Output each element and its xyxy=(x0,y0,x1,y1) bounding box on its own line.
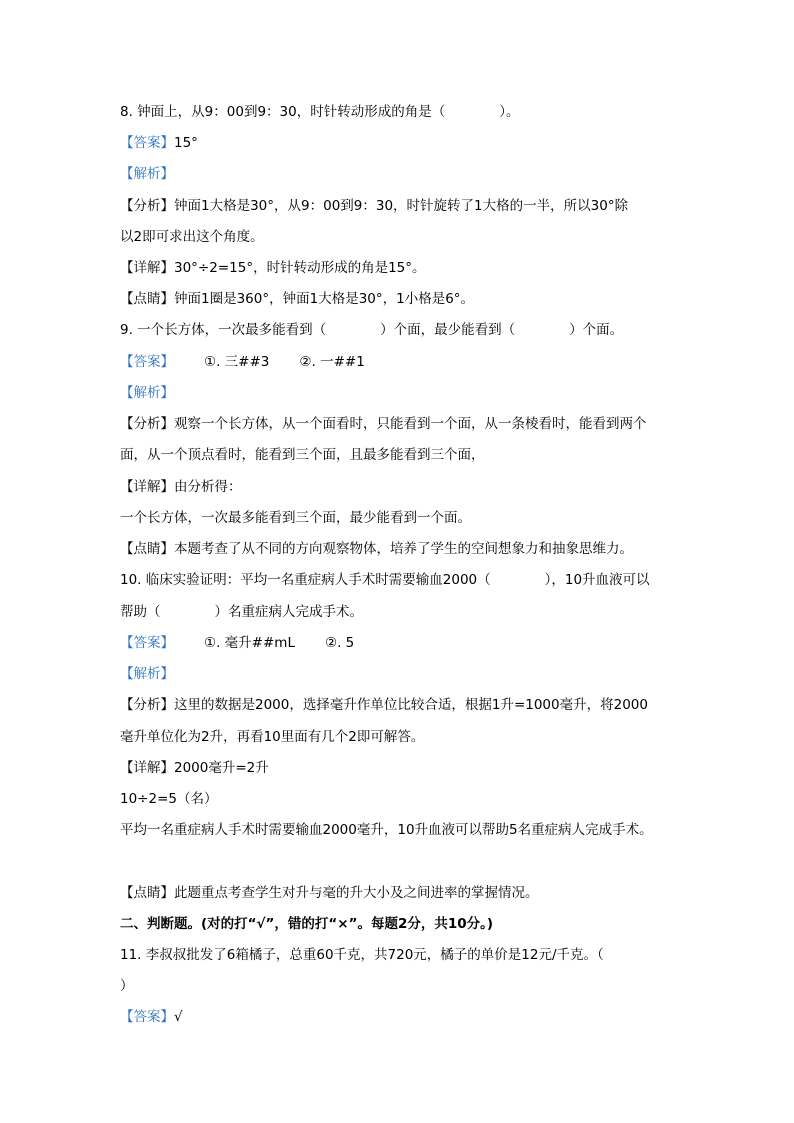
question-11-line1: 11. 李叔叔批发了6箱橘子，总重60千克，共720元，橘子的单价是12元/千克。（ xyxy=(120,947,604,963)
answer-9 xyxy=(120,352,365,372)
dianjing-text: 钟面1圈是360°，钟面1大格是30°，1小格是6°。 xyxy=(174,291,475,307)
xiangjie-8 xyxy=(120,258,426,278)
fenxi-text: 钟面1大格是30°，从9：00到9：30，时针旋转了1大格的一半，所以30°除 xyxy=(174,198,629,214)
answer-tag: 【答案】 xyxy=(120,635,174,651)
fenxi-text: 这里的数据是2000，选择毫升作单位比较合适，根据1升=1000毫升，将2000 xyxy=(174,697,648,713)
xiangjie-text: 2000毫升=2升 xyxy=(174,760,269,776)
question-11-line2: ） xyxy=(120,978,134,994)
fenxi-8-line1 xyxy=(120,196,628,216)
question-8: 8. 钟面上，从9：00到9：30，时针转动形成的角是（ ）。 xyxy=(120,104,520,120)
question-10-line2: 帮助（ ）名重症病人完成手术。 xyxy=(120,604,363,620)
dianjing-tag: 【点睛】 xyxy=(120,885,174,901)
question-9: 9. 一个长方体，一次最多能看到（ ）个面，最少能看到（ ）个面。 xyxy=(120,322,624,338)
fenxi-8-line2: 以2即可求出这个角度。 xyxy=(120,229,264,245)
fenxi-tag: 【分析】 xyxy=(120,416,174,432)
answer-text-1: ①. 三##3 xyxy=(204,354,270,370)
dianjing-tag: 【点睛】 xyxy=(120,291,174,307)
answer-text-2: ②. 5 xyxy=(324,635,355,651)
xiangjie-10-line2: 10÷2=5（名） xyxy=(120,791,218,807)
answer-8 xyxy=(120,133,198,153)
xiangjie-tag: 【详解】 xyxy=(120,479,174,495)
question-10-line1: 10. 临床实验证明：平均一名重症病人手术时需要输血2000（ ），10升血液可以 xyxy=(120,572,650,588)
dianjing-9 xyxy=(120,539,633,559)
xiangjie-tag: 【详解】 xyxy=(120,760,174,776)
answer-text-2: ②. 一##1 xyxy=(299,354,365,370)
dianjing-10 xyxy=(120,883,539,903)
jiexi-tag-8: 【解析】 xyxy=(120,166,174,182)
fenxi-10-line1 xyxy=(120,695,648,715)
dianjing-text: 此题重点考查学生对升与毫的升大小及之间进率的掌握情况。 xyxy=(174,885,539,901)
xiangjie-9 xyxy=(120,477,242,497)
answer-text-1: ①. 毫升##mL xyxy=(204,635,295,651)
xiangjie-10-line3: 平均一名重症病人手术时需要输血2000毫升，10升血液可以帮助5名重症病人完成手术。 xyxy=(120,822,653,838)
answer-10 xyxy=(120,633,354,653)
dianjing-8 xyxy=(120,289,474,309)
fenxi-text: 观察一个长方体，从一个面看时，只能看到一个面，从一条棱看时，能看到两个 xyxy=(174,416,647,432)
fenxi-9-line1 xyxy=(120,414,647,434)
answer-tag: 【答案】 xyxy=(120,354,174,370)
jiexi-tag-9: 【解析】 xyxy=(120,385,174,401)
answer-tag: 【答案】 xyxy=(120,135,174,151)
xiangjie-tag: 【详解】 xyxy=(120,260,174,276)
answer-text: √ xyxy=(174,1009,183,1025)
fenxi-10-line2: 毫升单位化为2升，再看10里面有几个2即可解答。 xyxy=(120,729,425,745)
xiangjie-text: 由分析得： xyxy=(174,479,242,495)
section-heading: 二、判断题。(对的打“√”，错的打“×”。每题2分，共10分。) xyxy=(120,916,494,932)
dianjing-tag: 【点睛】 xyxy=(120,541,174,557)
jiexi-tag-10: 【解析】 xyxy=(120,666,174,682)
answer-tag: 【答案】 xyxy=(120,1009,174,1025)
xiangjie-text: 30°÷2=15°，时针转动形成的角是15°。 xyxy=(174,260,426,276)
answer-11 xyxy=(120,1007,183,1027)
dianjing-text: 本题考查了从不同的方向观察物体，培养了学生的空间想象力和抽象思维力。 xyxy=(174,541,633,557)
fenxi-tag: 【分析】 xyxy=(120,198,174,214)
fenxi-tag: 【分析】 xyxy=(120,697,174,713)
xiangjie-10 xyxy=(120,758,269,778)
xiangjie-9-line2: 一个长方体，一次最多能看到三个面，最少能看到一个面。 xyxy=(120,510,471,526)
answer-text: 15° xyxy=(174,135,198,151)
fenxi-9-line2: 面，从一个顶点看时，能看到三个面，且最多能看到三个面， xyxy=(120,447,485,463)
